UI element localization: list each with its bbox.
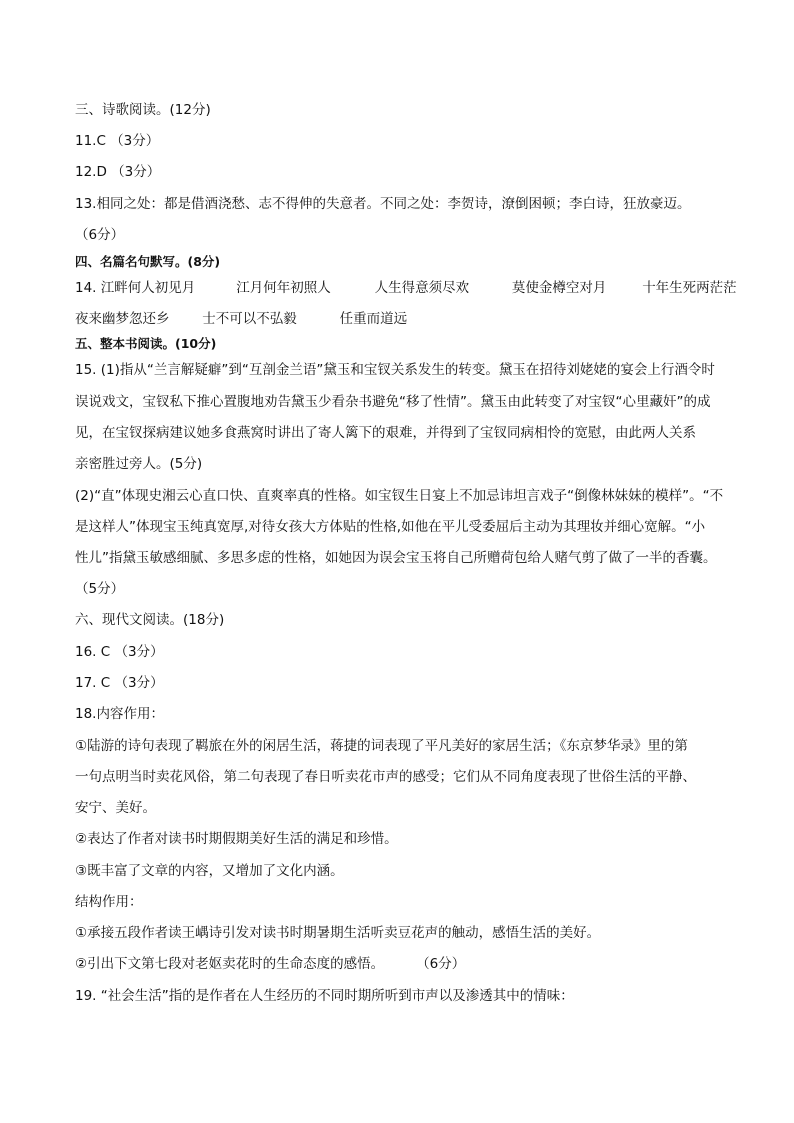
answer-18-heading: 18.内容作用： bbox=[75, 706, 164, 722]
section-4-title: 四、名篇名句默写。(8分) bbox=[75, 254, 221, 269]
verse: 任重而道远 bbox=[339, 311, 408, 327]
answer-15-2-line: (2)“直”体现史湘云心直口快、直爽率真的性格。如宝钗生日宴上不加忌讳坦言戏子“倒像林妹妹的模样”。“不 bbox=[75, 488, 724, 504]
verse: 士不可以不弘毅 bbox=[202, 311, 297, 327]
section-6-title: 六、现代文阅读。(18分) bbox=[75, 612, 225, 628]
answer-13: 13.相同之处：都是借酒浇愁、志不得伸的失意者。不同之处：李贺诗，潦倒困顿；李白诗，狂放豪迈。 bbox=[75, 196, 691, 212]
answer-11: 11.C （3分） bbox=[75, 133, 160, 149]
answer-15-1-line: 见，在宝钗探病建议她多食燕窝时讲出了寄人篱下的艰难，并得到了宝钗同病相怜的宽慰，由此两人关系 bbox=[75, 425, 696, 441]
answer-15-2-score: （5分） bbox=[75, 581, 125, 597]
answer-18-content-2: ②表达了作者对读书时期假期美好生活的满足和珍惜。 bbox=[75, 831, 398, 847]
section-3-title: 三、诗歌阅读。(12分) bbox=[75, 102, 211, 118]
answer-15-2-line: 是这样人”体现宝玉纯真宽厚,对待女孩大方体贴的性格,如他在平儿受委屈后主动为其理妆并细心宽解。“小 bbox=[75, 519, 706, 535]
answer-18-structure-heading: 结构作用： bbox=[75, 894, 143, 910]
answer-14-line-2 bbox=[75, 310, 407, 328]
verse: 莫使金樽空对月 bbox=[511, 280, 607, 296]
verse: 夜来幽梦忽还乡 bbox=[75, 311, 170, 327]
answer-16: 16. C （3分） bbox=[75, 644, 164, 660]
answer-19: 19. “社会生活”指的是作者在人生经历的不同时期所听到市声以及渗透其中的情味： bbox=[75, 988, 574, 1004]
answer-15-1-line: 15. (1)指从“兰言解疑癖”到“互剖金兰语”黛玉和宝钗关系发生的转变。黛玉在招待刘姥姥的宴会上行酒令时 bbox=[75, 362, 715, 378]
answer-18-content-3: ③既丰富了文章的内容，又增加了文化内涵。 bbox=[75, 863, 344, 879]
verse: 江月何年初照人 bbox=[236, 280, 331, 296]
answer-18-content-line: ①陆游的诗句表现了羁旅在外的闲居生活，蒋捷的词表现了平凡美好的家居生活；《东京梦华录》里的第 bbox=[75, 738, 688, 754]
section-5-title: 五、整本书阅读。(10分) bbox=[75, 336, 217, 351]
structure-2-score: （6分） bbox=[416, 956, 466, 972]
answer-15-1-line: 误说戏文，宝钗私下推心置腹地劝告黛玉少看杂书避免“移了性情”。黛玉由此转变了对宝钗“心里藏奸”的成 bbox=[75, 394, 711, 410]
answer-17: 17. C （3分） bbox=[75, 675, 164, 691]
answer-18-structure-2 bbox=[75, 955, 465, 973]
verse: 十年生死两茫茫 bbox=[642, 280, 737, 296]
structure-2-text: ②引出下文第七段对老妪卖花时的生命态度的感悟。 bbox=[75, 956, 385, 972]
answer-18-content-line: 安宁、美好。 bbox=[75, 800, 156, 816]
answer-18-content-line: 一句点明当时卖花风俗，第二句表现了春日听卖花市声的感受；它们从不同角度表现了世俗生活的平静、 bbox=[75, 769, 696, 785]
answer-12: 12.D （3分） bbox=[75, 164, 161, 180]
verse: 人生得意须尽欢 bbox=[374, 280, 470, 296]
answer-15-2-line: 性儿”指黛玉敏感细腻、多思多虑的性格，如她因为误会宝玉将自己所赠荷包给人赌气剪了做了一半的香囊。 bbox=[75, 550, 717, 566]
verse: 14. 江畔何人初见月 bbox=[75, 280, 196, 296]
answer-13-score: （6分） bbox=[75, 227, 125, 243]
answer-18-structure-1: ①承接五段作者读王嵎诗引发对读书时期暑期生活听卖豆花声的触动，感悟生活的美好。 bbox=[75, 925, 601, 941]
answer-15-1-line: 亲密胜过旁人。(5分) bbox=[75, 456, 203, 472]
answer-14-line-1 bbox=[75, 279, 737, 297]
